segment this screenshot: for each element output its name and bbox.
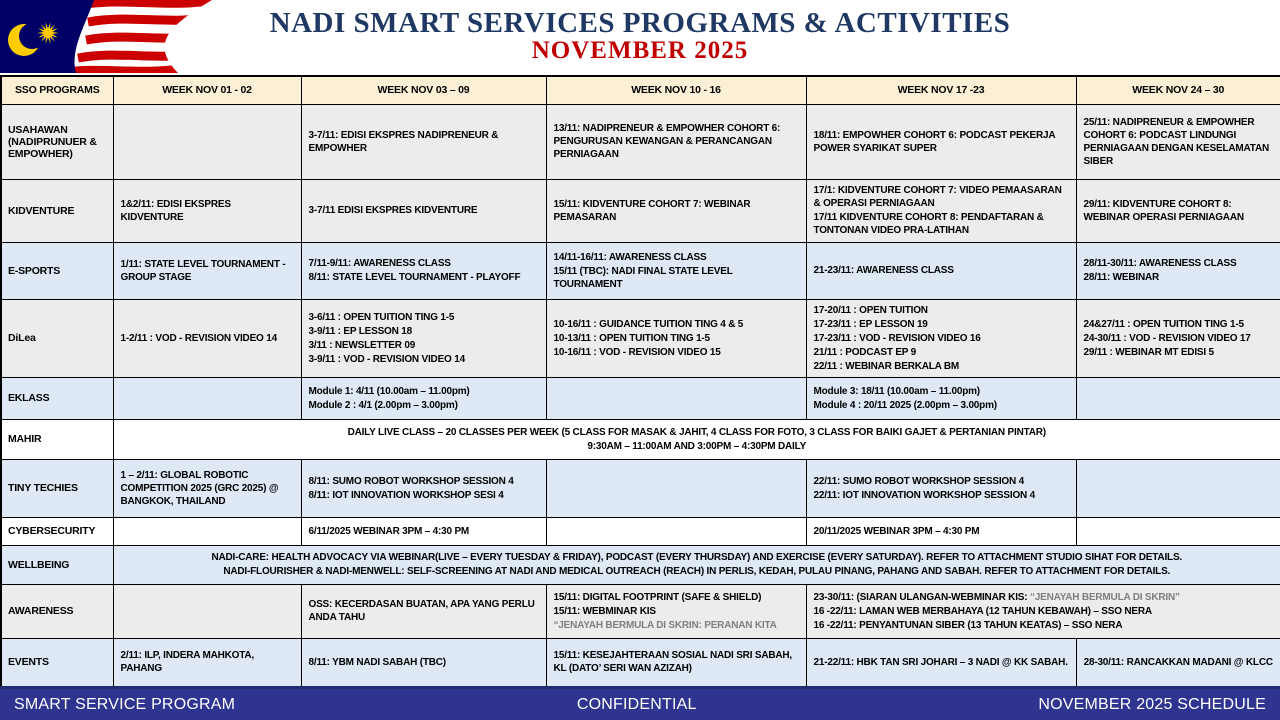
program-awareness: AWARENESS <box>1 584 113 638</box>
cell-usahawan-week4: 18/11: EMPOWHER COHORT 6: PODCAST PEKERJA POWER SYARIKAT SUPER <box>806 104 1076 179</box>
cell-tiny-techies-week4: 22/11: SUMO ROBOT WORKSHOP SESSION 4 22/11: IOT INNOVATION WORKSHOP SESSION 4 <box>806 459 1076 517</box>
cell-e-sports-week2: 7/11-9/11: AWARENESS CLASS 8/11: STATE LEVEL TOURNAMENT - PLAYOFF <box>301 242 546 299</box>
page-title: NADI SMART SERVICES PROGRAMS & ACTIVITIES <box>269 7 1011 39</box>
cell-kidventure-week5: 29/11: KIDVENTURE COHORT 8: WEBINAR OPERASI PERNIAGAAN <box>1076 179 1280 242</box>
cell-mahir-week1: DAILY LIVE CLASS – 20 CLASSES PER WEEK (5 CLASS FOR MASAK & JAHIT, 4 CLASS FOR FOTO, 3 CLASS FOR BAIKI GAJET & PERTANIAN PINTAR) 9:30AM – 11:00AM AND 3:00PM – 4:30PM DAILY <box>113 419 1280 459</box>
row-usahawan <box>1 104 1280 179</box>
row-kidventure <box>1 179 1280 242</box>
row-awareness <box>1 584 1280 638</box>
cell-usahawan-week2: 3-7/11: EDISI EKSPRES NADIPRENEUR & EMPOWHER <box>301 104 546 179</box>
row-mahir <box>1 419 1280 459</box>
program-eklass: EKLASS <box>1 377 113 419</box>
program-e-sports: E-SPORTS <box>1 242 113 299</box>
col-header-programs: SSO PROGRAMS <box>1 76 113 104</box>
footer-right: NOVEMBER 2025 SCHEDULE <box>1038 695 1266 713</box>
cell-cybersecurity-week2: 6/11/2025 WEBINAR 3PM – 4:30 PM <box>301 517 546 545</box>
cell-cybersecurity-week5 <box>1076 517 1280 545</box>
program-dilea: DiLea <box>1 299 113 377</box>
cell-cybersecurity-week1 <box>113 517 301 545</box>
cell-awareness-week3: 15/11: DIGITAL FOOTPRINT (SAFE & SHIELD) 15/11: WEBMINAR KIS “JENAYAH BERMULA DI SKRIN: PERANAN KITA <box>546 584 806 638</box>
schedule-table <box>0 75 1280 688</box>
cell-kidventure-week1: 1&2/11: EDISI EKSPRES KIDVENTURE <box>113 179 301 242</box>
cell-events-week3: 15/11: KESEJAHTERAAN SOSIAL NADI SRI SABAH, KL (DATO’ SERI WAN AZIZAH) <box>546 638 806 687</box>
cell-dilea-week3: 10-16/11 : GUIDANCE TUITION TING 4 & 5 10-13/11 : OPEN TUITION TING 1-5 10-16/11 : VOD - REVISION VIDEO 15 <box>546 299 806 377</box>
col-header-week-5: WEEK NOV 24 – 30 <box>1076 76 1280 104</box>
program-kidventure: KIDVENTURE <box>1 179 113 242</box>
cell-usahawan-week3: 13/11: NADIPRENEUR & EMPOWHER COHORT 6: PENGURUSAN KEWANGAN & PERANCANGAN PERNIAGAAN <box>546 104 806 179</box>
cell-tiny-techies-week3 <box>546 459 806 517</box>
footer-bar <box>0 686 1280 720</box>
malaysia-flag-icon <box>0 0 215 73</box>
cell-dilea-week2: 3-6/11 : OPEN TUITION TING 1-5 3-9/11 : EP LESSON 18 3/11 : NEWSLETTER 09 3-9/11 : VOD - REVISION VIDEO 14 <box>301 299 546 377</box>
row-dilea <box>1 299 1280 377</box>
col-header-week-1: WEEK NOV 01 - 02 <box>113 76 301 104</box>
footer-left: SMART SERVICE PROGRAM <box>14 695 236 713</box>
cell-e-sports-week4: 21-23/11: AWARENESS CLASS <box>806 242 1076 299</box>
cell-eklass-week2: Module 1: 4/11 (10.00am – 11.00pm) Module 2 : 4/1 (2.00pm – 3.00pm) <box>301 377 546 419</box>
cell-dilea-week1: 1-2/11 : VOD - REVISION VIDEO 14 <box>113 299 301 377</box>
cell-cybersecurity-week3 <box>546 517 806 545</box>
cell-events-week1: 2/11: ILP, INDERA MAHKOTA, PAHANG <box>113 638 301 687</box>
cell-eklass-week4: Module 3: 18/11 (10.00am – 11.00pm) Module 4 : 20/11 2025 (2.00pm – 3.00pm) <box>806 377 1076 419</box>
cell-tiny-techies-week5 <box>1076 459 1280 517</box>
row-cybersecurity <box>1 517 1280 545</box>
cell-events-week2: 8/11: YBM NADI SABAH (TBC) <box>301 638 546 687</box>
cell-awareness-week2: OSS: KECERDASAN BUATAN, APA YANG PERLU ANDA TAHU <box>301 584 546 638</box>
program-cybersecurity: CYBERSECURITY <box>1 517 113 545</box>
cell-wellbeing-week1: NADI-CARE: HEALTH ADVOCACY VIA WEBINAR(LIVE – EVERY TUESDAY & FRIDAY), PODCAST (EVERY THURSDAY) AND EXERCISE (EVERY SATURDAY). REFER TO ATTACHMENT STUDIO SIHAT FOR DETAILS. NADI-FLOURISHER & NADI-MENWELL: SELF-SCREENING AT NADI AND MEDICAL OUTREACH (REACH) IN PERLIS, KEDAH, PULAU PINANG, PAHANG AND SABAH. REFER TO ATTACHMENT FOR DETAILS. <box>113 545 1280 584</box>
cell-kidventure-week4: 17/1: KIDVENTURE COHORT 7: VIDEO PEMAASARAN & OPERASI PERNIAGAAN 17/11 KIDVENTURE COHORT 8: PENDAFTARAN & TONTONAN VIDEO PRA-LATIHAN <box>806 179 1076 242</box>
cell-events-week5: 28-30/11: RANCAKKAN MADANI @ KLCC <box>1076 638 1280 687</box>
program-tiny-techies: TINY TECHIES <box>1 459 113 517</box>
schedule-head <box>1 76 1280 104</box>
cell-awareness-week1 <box>113 584 301 638</box>
col-header-week-4: WEEK NOV 17 -23 <box>806 76 1076 104</box>
col-header-week-2: WEEK NOV 03 – 09 <box>301 76 546 104</box>
cell-awareness-week4: 23-30/11: (SIARAN ULANGAN-WEBMINAR KIS: “JENAYAH BERMULA DI SKRIN” 16 -22/11: LAMAN WEB MERBAHAYA (12 TAHUN KEBAWAH) – SSO NERA 16 -22/11: PENYANTUNAN SIBER (13 TAHUN KEATAS) – SSO NERA <box>806 584 1280 638</box>
row-eklass <box>1 377 1280 419</box>
cell-tiny-techies-week1: 1 – 2/11: GLOBAL ROBOTIC COMPETITION 2025 (GRC 2025) @ BANGKOK, THAILAND <box>113 459 301 517</box>
program-usahawan: USAHAWAN (NADIPRUNUER & EMPOWHER) <box>1 104 113 179</box>
program-events: EVENTS <box>1 638 113 687</box>
cell-eklass-week1 <box>113 377 301 419</box>
page-subtitle: NOVEMBER 2025 <box>531 37 749 65</box>
cell-e-sports-week5: 28/11-30/11: AWARENESS CLASS 28/11: WEBINAR <box>1076 242 1280 299</box>
cell-dilea-week5: 24&27/11 : OPEN TUITION TING 1-5 24-30/11 : VOD - REVISION VIDEO 17 29/11 : WEBINAR MT EDISI 5 <box>1076 299 1280 377</box>
schedule-body <box>1 104 1280 687</box>
cell-usahawan-week5: 25/11: NADIPRENEUR & EMPOWHER COHORT 6: PODCAST LINDUNGI PERNIAGAAN DENGAN KESELAMATAN SIBER <box>1076 104 1280 179</box>
row-wellbeing <box>1 545 1280 584</box>
cell-usahawan-week1 <box>113 104 301 179</box>
cell-events-week4: 21-22/11: HBK TAN SRI JOHARI – 3 NADI @ KK SABAH. <box>806 638 1076 687</box>
program-mahir: MAHIR <box>1 419 113 459</box>
cell-eklass-week5 <box>1076 377 1280 419</box>
cell-kidventure-week2: 3-7/11 EDISI EKSPRES KIDVENTURE <box>301 179 546 242</box>
program-wellbeing: WELLBEING <box>1 545 113 584</box>
cell-dilea-week4: 17-20/11 : OPEN TUITION 17-23/11 : EP LESSON 19 17-23/11 : VOD - REVISION VIDEO 16 21/11 : PODCAST EP 9 22/11 : WEBINAR BERKALA BM <box>806 299 1076 377</box>
cell-kidventure-week3: 15/11: KIDVENTURE COHORT 7: WEBINAR PEMASARAN <box>546 179 806 242</box>
cell-e-sports-week1: 1/11: STATE LEVEL TOURNAMENT - GROUP STAGE <box>113 242 301 299</box>
row-events <box>1 638 1280 687</box>
row-e-sports <box>1 242 1280 299</box>
cell-tiny-techies-week2: 8/11: SUMO ROBOT WORKSHOP SESSION 4 8/11: IOT INNOVATION WORKSHOP SESI 4 <box>301 459 546 517</box>
cell-eklass-week3 <box>546 377 806 419</box>
cell-cybersecurity-week4: 20/11/2025 WEBINAR 3PM – 4:30 PM <box>806 517 1076 545</box>
footer-center: CONFIDENTIAL <box>576 695 697 713</box>
header-row <box>1 76 1280 104</box>
cell-e-sports-week3: 14/11-16/11: AWARENESS CLASS 15/11 (TBC): NADI FINAL STATE LEVEL TOURNAMENT <box>546 242 806 299</box>
col-header-week-3: WEEK NOV 10 - 16 <box>546 76 806 104</box>
row-tiny-techies <box>1 459 1280 517</box>
page-header <box>0 0 1280 75</box>
